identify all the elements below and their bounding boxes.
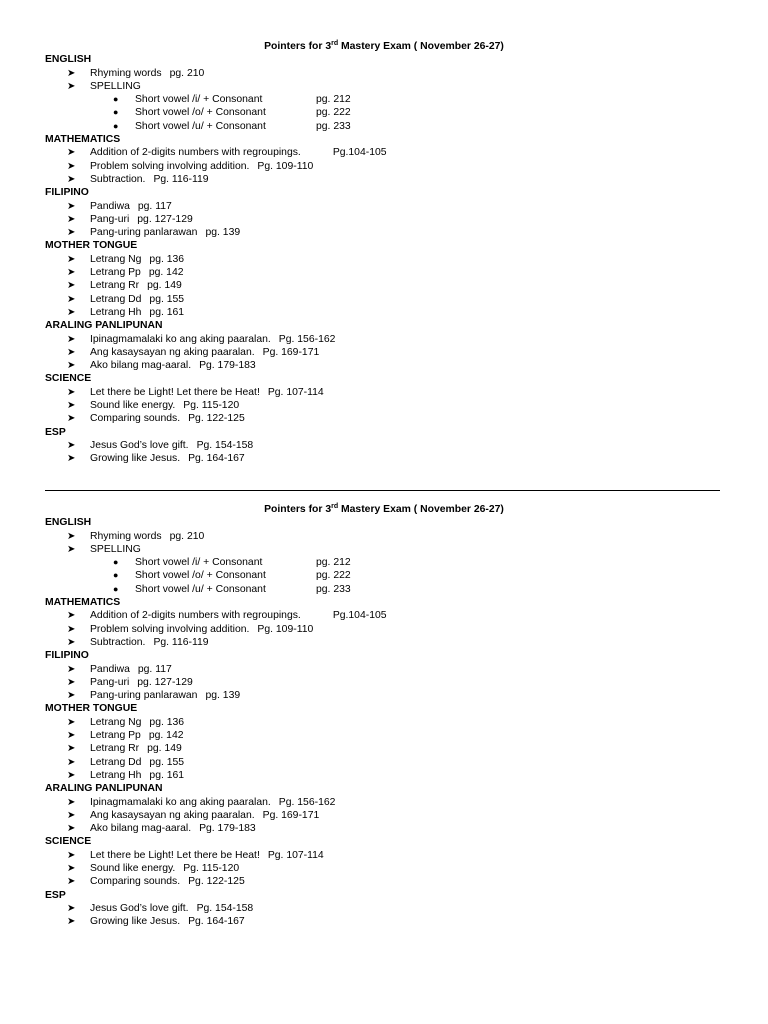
topic-text: Pandiwa [90, 663, 130, 675]
topic-item [0, 636, 768, 649]
topic-item [0, 663, 768, 676]
topic-item [0, 359, 768, 372]
arrow-bullet-icon: ➤ [67, 453, 76, 465]
subject-heading: FILIPINO [45, 187, 89, 199]
page-reference: pg. 155 [149, 293, 185, 305]
page-reference: Pg. 169-171 [262, 346, 320, 358]
subject-heading: ESP [45, 426, 66, 438]
sheet-title [0, 503, 768, 516]
sheet-title [0, 40, 768, 53]
subject-heading: MATHEMATICS [45, 597, 121, 609]
topic-item [0, 689, 768, 702]
dot-bullet-icon: ● [113, 557, 119, 568]
topic-item [0, 306, 768, 319]
page-reference: pg. 212 [316, 94, 351, 106]
arrow-bullet-icon: ➤ [67, 743, 76, 755]
page-reference: Pg. 107-114 [267, 386, 324, 398]
title-suffix: Mastery Exam ( November 26-27) [338, 504, 504, 515]
topic-text: Letrang Pp [90, 267, 141, 279]
topic-text: Letrang Ng [90, 716, 142, 728]
subtopic-text: Short vowel /i/ + Consonant [135, 557, 263, 569]
topic-item [0, 543, 768, 556]
topic-item [0, 200, 768, 213]
topic-text: Letrang Ng [90, 253, 142, 265]
topic-item [0, 439, 768, 452]
topic-item [0, 875, 768, 888]
topic-text: Pang-uri [90, 213, 130, 225]
arrow-bullet-icon: ➤ [67, 916, 76, 928]
page-reference: pg. 127-129 [137, 213, 193, 225]
title-superscript: rd [331, 40, 339, 47]
arrow-bullet-icon: ➤ [67, 400, 76, 412]
arrow-bullet-icon: ➤ [67, 796, 76, 808]
topic-item [0, 80, 768, 93]
page-reference: pg. 149 [147, 280, 182, 292]
page-reference: Pg. 115-120 [183, 400, 240, 412]
topic-text: SPELLING [90, 543, 141, 555]
topic-text: Letrang Rr [90, 743, 140, 755]
topic-text: Sound like energy. [90, 400, 176, 412]
page-reference: Pg. 164-167 [188, 916, 245, 928]
arrow-bullet-icon: ➤ [67, 253, 76, 265]
page-reference: pg. 233 [316, 583, 351, 595]
page-reference: Pg. 156-162 [278, 796, 336, 808]
subject-heading: ENGLISH [45, 54, 92, 66]
topic-item [0, 452, 768, 465]
topic-text: Addition of 2-digits numbers with regroupings. [90, 147, 301, 159]
topic-item [0, 915, 768, 928]
arrow-bullet-icon: ➤ [67, 360, 76, 372]
arrow-bullet-icon: ➤ [67, 823, 76, 835]
topic-item [0, 756, 768, 769]
page-reference: pg. 117 [137, 200, 172, 212]
subject-heading: SCIENCE [45, 836, 92, 848]
page-reference: pg. 139 [205, 690, 241, 702]
page-reference: Pg. 122-125 [188, 876, 245, 888]
topic-text: Ako bilang mag-aaral. [90, 360, 192, 372]
arrow-bullet-icon: ➤ [67, 306, 76, 318]
topic-item [0, 716, 768, 729]
arrow-bullet-icon: ➤ [67, 902, 76, 914]
topic-text: Comparing sounds. [90, 413, 181, 425]
topic-text: Letrang Rr [90, 280, 140, 292]
topic-text: Pandiwa [90, 200, 130, 212]
topic-text: Problem solving involving addition. [90, 623, 250, 635]
arrow-bullet-icon: ➤ [67, 663, 76, 675]
arrow-bullet-icon: ➤ [67, 809, 76, 821]
topic-text: Let there be Light! Let there be Heat! [90, 849, 260, 861]
pointers-sheet-bottom [0, 503, 768, 929]
arrow-bullet-icon: ➤ [67, 280, 76, 292]
topic-item [0, 293, 768, 306]
topic-text: Ipinagmamalaki ko ang aking paaralan. [90, 796, 271, 808]
page-reference: Pg. 164-167 [188, 453, 245, 465]
topic-text: Let there be Light! Let there be Heat! [90, 386, 260, 398]
topic-text: Jesus God’s love gift. [90, 439, 189, 451]
topic-item [0, 160, 768, 173]
arrow-bullet-icon: ➤ [67, 439, 76, 451]
page-reference: Pg. 154-158 [196, 439, 254, 451]
topic-item [0, 333, 768, 346]
topic-item [0, 266, 768, 279]
title-prefix: Pointers for 3 [264, 504, 332, 515]
page-reference: Pg.104-105 [332, 610, 387, 622]
page-reference: pg. 233 [316, 120, 351, 132]
dot-bullet-icon: ● [113, 570, 119, 581]
subtopic-item [0, 569, 768, 582]
arrow-bullet-icon: ➤ [67, 610, 76, 622]
arrow-bullet-icon: ➤ [67, 769, 76, 781]
page-reference: Pg. 154-158 [196, 902, 254, 914]
page-reference: Pg. 115-120 [183, 863, 240, 875]
topic-item [0, 676, 768, 689]
page-reference: Pg. 179-183 [199, 823, 256, 835]
topic-item [0, 399, 768, 412]
arrow-bullet-icon: ➤ [67, 690, 76, 702]
topic-item [0, 769, 768, 782]
topic-item [0, 146, 768, 159]
page-reference: pg. 142 [148, 730, 184, 742]
page-reference: Pg. 169-171 [262, 809, 320, 821]
arrow-bullet-icon: ➤ [67, 386, 76, 398]
page-reference: Pg.104-105 [332, 147, 387, 159]
topic-text: Problem solving involving addition. [90, 160, 250, 172]
topic-text: Ako bilang mag-aaral. [90, 823, 192, 835]
title-suffix: Mastery Exam ( November 26-27) [338, 41, 504, 52]
page-reference: Pg. 122-125 [188, 413, 245, 425]
arrow-bullet-icon: ➤ [67, 530, 76, 542]
page-reference: pg. 136 [149, 253, 185, 265]
subtopic-text: Short vowel /u/ + Consonant [135, 583, 266, 595]
topic-text: Rhyming words [90, 530, 162, 542]
subtopic-item [0, 120, 768, 133]
topic-item [0, 253, 768, 266]
arrow-bullet-icon: ➤ [67, 636, 76, 648]
page-reference: pg. 127-129 [137, 676, 193, 688]
topic-item [0, 849, 768, 862]
topic-text: Jesus God’s love gift. [90, 902, 189, 914]
topic-item [0, 530, 768, 543]
topic-item [0, 796, 768, 809]
arrow-bullet-icon: ➤ [67, 213, 76, 225]
subject-heading: ENGLISH [45, 517, 92, 529]
page-reference: pg. 222 [316, 107, 351, 119]
title-prefix: Pointers for 3 [264, 41, 332, 52]
page-reference: Pg. 156-162 [278, 333, 336, 345]
topic-text: Sound like energy. [90, 863, 176, 875]
topic-text: Pang-uring panlarawan [90, 690, 198, 702]
topic-text: Ipinagmamalaki ko ang aking paaralan. [90, 333, 271, 345]
subtopic-text: Short vowel /i/ + Consonant [135, 94, 263, 106]
page-reference: pg. 210 [169, 67, 205, 79]
topic-item [0, 386, 768, 399]
topic-text: Subtraction. [90, 636, 146, 648]
page-reference: pg. 149 [147, 743, 182, 755]
topic-text: Pang-uring panlarawan [90, 227, 198, 239]
arrow-bullet-icon: ➤ [67, 293, 76, 305]
topic-text: Growing like Jesus. [90, 916, 181, 928]
subject-heading: ARALING PANLIPUNAN [45, 783, 163, 795]
arrow-bullet-icon: ➤ [67, 623, 76, 635]
topic-item [0, 902, 768, 915]
topic-text: Letrang Hh [90, 306, 142, 318]
topic-text: Addition of 2-digits numbers with regroupings. [90, 610, 301, 622]
page-reference: pg. 155 [149, 756, 185, 768]
subtopic-item [0, 93, 768, 106]
arrow-bullet-icon: ➤ [67, 413, 76, 425]
topic-text: Pang-uri [90, 676, 130, 688]
topic-text: Ang kasaysayan ng aking paaralan. [90, 809, 255, 821]
topic-item [0, 279, 768, 292]
page-reference: pg. 136 [149, 716, 185, 728]
topic-text: Growing like Jesus. [90, 453, 181, 465]
page-reference: pg. 117 [137, 663, 172, 675]
topic-text: SPELLING [90, 80, 141, 92]
page-reference: Pg. 179-183 [199, 360, 256, 372]
arrow-bullet-icon: ➤ [67, 876, 76, 888]
page-reference: Pg. 116-119 [153, 636, 209, 648]
page-reference: Pg. 107-114 [267, 849, 324, 861]
arrow-bullet-icon: ➤ [67, 80, 76, 92]
subject-heading: ESP [45, 889, 66, 901]
topic-text: Letrang Hh [90, 769, 142, 781]
subtopic-item [0, 556, 768, 569]
subtopic-text: Short vowel /o/ + Consonant [135, 570, 266, 582]
page-reference: Pg. 116-119 [153, 173, 209, 185]
dot-bullet-icon: ● [113, 94, 119, 105]
arrow-bullet-icon: ➤ [67, 333, 76, 345]
subtopic-text: Short vowel /o/ + Consonant [135, 107, 266, 119]
topic-text: Subtraction. [90, 173, 146, 185]
arrow-bullet-icon: ➤ [67, 543, 76, 555]
topic-item [0, 862, 768, 875]
arrow-bullet-icon: ➤ [67, 67, 76, 79]
subject-heading: SCIENCE [45, 373, 92, 385]
arrow-bullet-icon: ➤ [67, 227, 76, 239]
topic-item [0, 809, 768, 822]
subtopic-item [0, 106, 768, 119]
arrow-bullet-icon: ➤ [67, 849, 76, 861]
page-reference: pg. 161 [149, 769, 185, 781]
topic-item [0, 213, 768, 226]
topic-text: Comparing sounds. [90, 876, 181, 888]
page-reference: Pg. 109-110 [257, 160, 314, 172]
subtopic-text: Short vowel /u/ + Consonant [135, 120, 266, 132]
arrow-bullet-icon: ➤ [67, 267, 76, 279]
page-reference: pg. 142 [148, 267, 184, 279]
arrow-bullet-icon: ➤ [67, 676, 76, 688]
arrow-bullet-icon: ➤ [67, 200, 76, 212]
cut-divider-line [45, 490, 720, 491]
topic-item [0, 346, 768, 359]
arrow-bullet-icon: ➤ [67, 863, 76, 875]
topic-item [0, 729, 768, 742]
topic-text: Rhyming words [90, 67, 162, 79]
topic-text: Ang kasaysayan ng aking paaralan. [90, 346, 255, 358]
arrow-bullet-icon: ➤ [67, 716, 76, 728]
subject-heading: MATHEMATICS [45, 134, 121, 146]
topic-item [0, 623, 768, 636]
arrow-bullet-icon: ➤ [67, 756, 76, 768]
topic-item [0, 412, 768, 425]
arrow-bullet-icon: ➤ [67, 730, 76, 742]
arrow-bullet-icon: ➤ [67, 147, 76, 159]
topic-item [0, 173, 768, 186]
subject-heading: MOTHER TONGUE [45, 703, 138, 715]
subtopic-item [0, 583, 768, 596]
title-superscript: rd [331, 503, 339, 510]
topic-item [0, 67, 768, 80]
page-reference: pg. 161 [149, 306, 185, 318]
topic-item [0, 822, 768, 835]
topic-text: Letrang Pp [90, 730, 141, 742]
topic-text: Letrang Dd [90, 293, 142, 305]
subject-heading: FILIPINO [45, 650, 89, 662]
page-reference: pg. 222 [316, 570, 351, 582]
dot-bullet-icon: ● [113, 120, 119, 131]
pointers-sheet-top [0, 40, 768, 466]
dot-bullet-icon: ● [113, 583, 119, 594]
arrow-bullet-icon: ➤ [67, 173, 76, 185]
topic-text: Letrang Dd [90, 756, 142, 768]
page-reference: Pg. 109-110 [257, 623, 314, 635]
arrow-bullet-icon: ➤ [67, 160, 76, 172]
topic-item [0, 226, 768, 239]
page-reference: pg. 139 [205, 227, 241, 239]
arrow-bullet-icon: ➤ [67, 346, 76, 358]
page-reference: pg. 210 [169, 530, 205, 542]
subject-heading: MOTHER TONGUE [45, 240, 138, 252]
page-reference: pg. 212 [316, 557, 351, 569]
subject-heading: ARALING PANLIPUNAN [45, 320, 163, 332]
topic-item [0, 742, 768, 755]
topic-item [0, 609, 768, 622]
dot-bullet-icon: ● [113, 107, 119, 118]
